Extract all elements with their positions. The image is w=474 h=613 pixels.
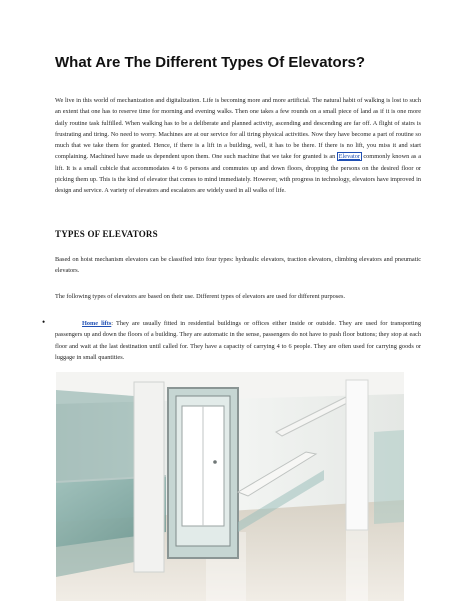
home-lifts-description: They are usually fitted in residential buildings or offices either inside or outside. They are used for transporting passengers up and down the floors of a building. They are automatic in the sense, passengers do not have to push floor buttons; they stop at each floor and wait at the last destination until called for. They have a capacity of carrying 4 to 6 people. They are often used for carrying goods or luggage in small quantities. xyxy=(55,320,421,361)
home-lifts-colon: : xyxy=(111,320,114,327)
hoist-paragraph: Based on hoist mechanism elevators can be classified into four types: hydraulic elevators, traction elevators, climbing elevators and pneumatic elevators. xyxy=(55,256,421,275)
home-lifts-item xyxy=(55,318,421,363)
intro-paragraph xyxy=(55,95,421,197)
home-lift-photo xyxy=(56,372,404,601)
home-lift-photo-illustration xyxy=(56,372,404,601)
intro-text-before-link: We live in this world of mechanization and digitalization. Life is becoming more and more artificial. The natural habit of walking is lost to such an extent that one has to reserve time for morning and evening walks. Then one takes a few rounds on a small piece of land as if it is one more daily routine task fulfilled. When walking has to be a deliberate and planned activity, ascending and descending are far off. A flight of stairs is frustrating and tiring. No need to worry. Machines are at our service for all tiring physical activities. Now they have become a part of routine so much that we take them for granted. Hence, if there is a lift in a building, well, it has to be there. If there is no lift, you miss it and start complaining. Machined have made us dependent upon them. One such machine that we take for granted is an xyxy=(55,97,421,161)
use-paragraph: The following types of elevators are based on their use. Different types of elevators are used for different purposes. xyxy=(55,293,346,300)
home-lifts-link[interactable]: Home lifts xyxy=(82,320,112,327)
page-title: What Are The Different Types Of Elevators? xyxy=(55,54,366,71)
bullet-marker: • xyxy=(42,317,46,327)
elevator-link[interactable]: Elevator xyxy=(338,153,361,161)
section-heading: TYPES OF ELEVATORS xyxy=(55,229,158,239)
intro-text-after-link: commonly known as a lift. It is a small cubicle that accommodates 4 to 6 persons and commutes up and down floors, dropping the persons on the desired floor or picking them up. This is the kind of elevator that comes to mind immediately. However, with progress in technology, elevators have improved in design and service. A variety of elevators and escalators are widely used in all walks of life. xyxy=(55,153,422,195)
